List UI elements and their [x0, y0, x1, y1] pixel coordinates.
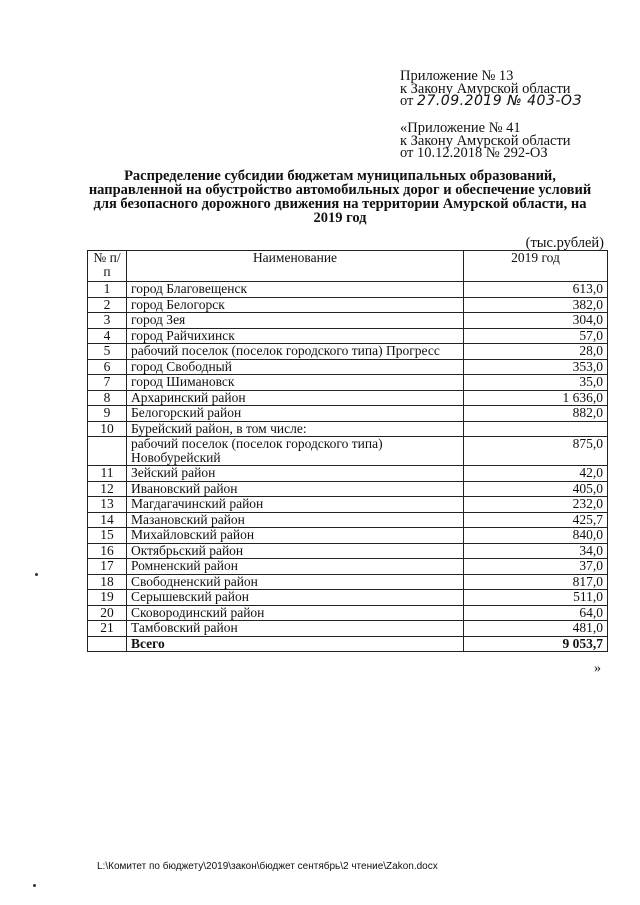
row-name: город Благовещенск	[127, 282, 464, 298]
row-value: 405,0	[464, 481, 608, 497]
subsidy-table	[87, 250, 608, 652]
row-value: 34,0	[464, 543, 608, 559]
row-name: Бурейский район, в том числе:	[127, 421, 464, 437]
row-number: 8	[88, 390, 127, 406]
appendix-number: Приложение № 13	[400, 68, 514, 84]
row-name: город Шимановск	[127, 375, 464, 391]
table-row	[88, 359, 608, 375]
table-row	[88, 559, 608, 575]
total-number	[88, 636, 127, 652]
row-name: рабочий поселок (поселок городского типа) Прогресс	[127, 344, 464, 360]
row-number: 1	[88, 282, 127, 298]
row-name: город Райчихинск	[127, 328, 464, 344]
row-value: 481,0	[464, 621, 608, 637]
row-number: 12	[88, 481, 127, 497]
appendix-41-number: «Приложение № 41	[400, 120, 521, 136]
table-row	[88, 590, 608, 606]
row-number: 4	[88, 328, 127, 344]
table-row	[88, 421, 608, 437]
row-number: 7	[88, 375, 127, 391]
row-number: 2	[88, 297, 127, 313]
table-row	[88, 543, 608, 559]
row-value: 382,0	[464, 297, 608, 313]
table-row	[88, 621, 608, 637]
row-value: 42,0	[464, 466, 608, 482]
units-label: (тыс.рублей)	[525, 235, 604, 251]
column-header-number: № п/п	[88, 251, 127, 282]
closing-quote: »	[594, 661, 601, 676]
row-number: 9	[88, 406, 127, 422]
row-number: 17	[88, 559, 127, 575]
table-row	[88, 481, 608, 497]
row-value: 57,0	[464, 328, 608, 344]
row-number: 15	[88, 528, 127, 544]
row-value: 353,0	[464, 359, 608, 375]
total-label: Всего	[127, 636, 464, 652]
row-name: Тамбовский район	[127, 621, 464, 637]
law-date-2: от 10.12.2018 № 292-ОЗ	[400, 145, 548, 161]
row-name: Архаринский район	[127, 390, 464, 406]
row-number: 10	[88, 421, 127, 437]
row-value: 817,0	[464, 574, 608, 590]
row-value: 64,0	[464, 605, 608, 621]
row-name: город Свободный	[127, 359, 464, 375]
row-name: Сковородинский район	[127, 605, 464, 621]
table-row	[88, 528, 608, 544]
row-value: 882,0	[464, 406, 608, 422]
table-row	[88, 605, 608, 621]
table-row	[88, 497, 608, 513]
column-header-year: 2019 год	[464, 251, 608, 282]
row-number: 3	[88, 313, 127, 329]
law-reference: к Закону Амурской области	[400, 80, 571, 97]
row-name: Зейский район	[127, 466, 464, 482]
row-number: 21	[88, 621, 127, 637]
row-number: 18	[88, 574, 127, 590]
row-name: Ромненский район	[127, 559, 464, 575]
table-row	[88, 406, 608, 422]
document-title: Распределение субсидии бюджетам муниципальных образований, направленной на обустройство автомобильных дорог и обеспечение условий для безопасного дорожного движения на территории Амурской области, на 2019 год	[88, 168, 592, 226]
row-number: 13	[88, 497, 127, 513]
row-name: Магдагачинский район	[127, 497, 464, 513]
row-number: 16	[88, 543, 127, 559]
row-name: Ивановский район	[127, 481, 464, 497]
appendix-13-block	[400, 70, 582, 108]
table-row	[88, 344, 608, 360]
table-row	[88, 297, 608, 313]
row-name: Свободненский район	[127, 574, 464, 590]
row-name: Серышевский район	[127, 590, 464, 606]
table-row	[88, 313, 608, 329]
law-date-line	[400, 95, 582, 108]
row-value: 425,7	[464, 512, 608, 528]
row-name: город Белогорск	[127, 297, 464, 313]
table-row	[88, 375, 608, 391]
appendix-41-block	[400, 122, 571, 160]
law-date-prefix: от	[400, 93, 414, 109]
row-value: 511,0	[464, 590, 608, 606]
row-name: Михайловский район	[127, 528, 464, 544]
table-row	[88, 437, 608, 466]
row-name: Белогорский район	[127, 406, 464, 422]
law-reference-2: к Закону Амурской области	[400, 132, 571, 149]
scan-speck	[33, 884, 36, 887]
row-number: 14	[88, 512, 127, 528]
file-path-footer: L:\Комитет по бюджету\2019\закон\бюджет сентябрь\2 чтение\Zakon.docx	[97, 861, 438, 872]
total-value: 9 053,7	[464, 636, 608, 652]
row-value: 875,0	[464, 437, 608, 466]
row-value: 35,0	[464, 375, 608, 391]
row-value: 1 636,0	[464, 390, 608, 406]
row-number: 11	[88, 466, 127, 482]
row-value: 37,0	[464, 559, 608, 575]
row-number: 6	[88, 359, 127, 375]
table-row	[88, 328, 608, 344]
row-name: рабочий поселок (поселок городского типа) Новобурейский	[127, 437, 464, 466]
row-name: город Зея	[127, 313, 464, 329]
total-row	[88, 636, 608, 652]
table-row	[88, 390, 608, 406]
row-number: 20	[88, 605, 127, 621]
row-name: Мазановский район	[127, 512, 464, 528]
row-value: 613,0	[464, 282, 608, 298]
row-value: 304,0	[464, 313, 608, 329]
row-name: Октябрьский район	[127, 543, 464, 559]
table-header-row	[88, 251, 608, 282]
table-row	[88, 512, 608, 528]
scan-speck	[35, 573, 38, 576]
row-value: 28,0	[464, 344, 608, 360]
table-row	[88, 574, 608, 590]
row-number: 5	[88, 344, 127, 360]
row-number: 19	[88, 590, 127, 606]
row-value: 840,0	[464, 528, 608, 544]
row-value	[464, 421, 608, 437]
column-header-name: Наименование	[127, 251, 464, 282]
row-value: 232,0	[464, 497, 608, 513]
handwritten-date-number: 27.09.2019 № 403-ОЗ	[417, 93, 582, 109]
table-row	[88, 466, 608, 482]
table-row	[88, 282, 608, 298]
row-number	[88, 437, 127, 466]
